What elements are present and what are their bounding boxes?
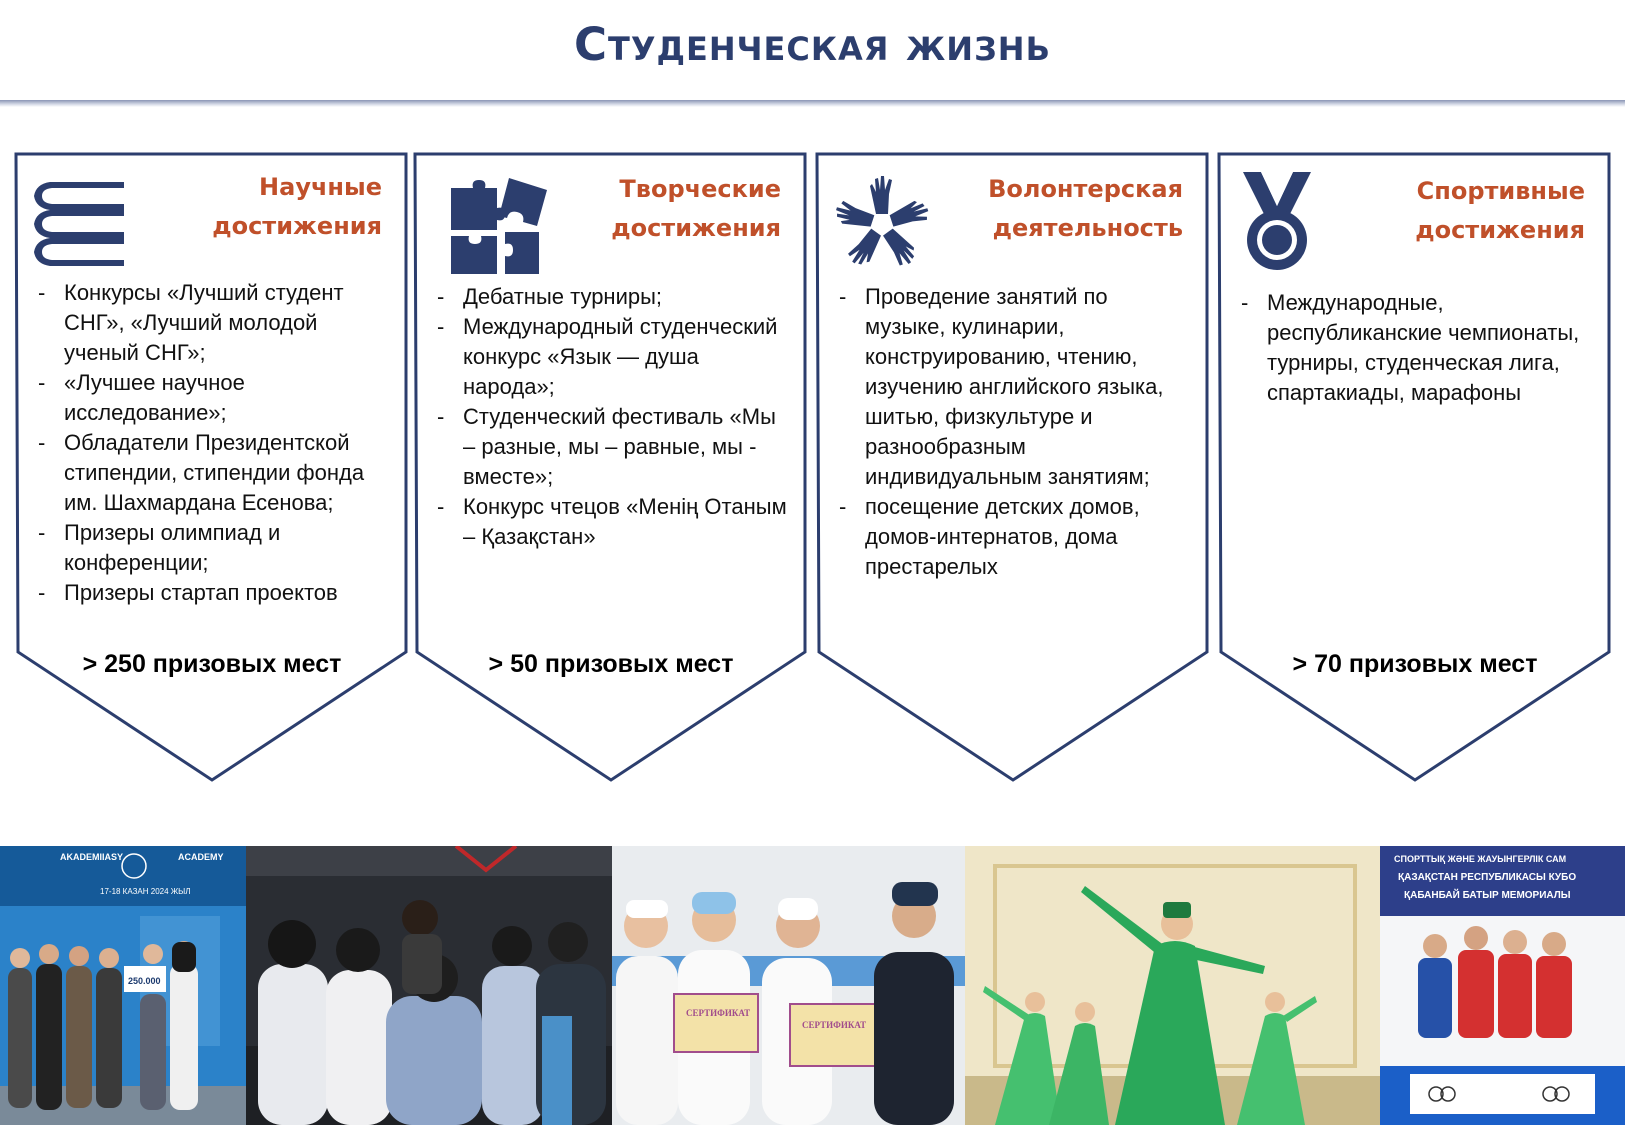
- page-title: Студенческая жизнь: [574, 18, 1051, 71]
- photo-science-forum: [0, 846, 246, 1125]
- list-item: - Обладатели Президентской стипендии, стипендии фонда им. Шахмардана Есенова;: [36, 428, 392, 518]
- heading-line: деятельность: [992, 214, 1183, 242]
- panel-volunteer: [815, 152, 1211, 784]
- banner-text: AKADEMIIASY: [60, 852, 124, 862]
- achievement-list: [1239, 288, 1595, 408]
- photo-strip: [0, 846, 1625, 1125]
- heading-line: Спортивные: [1416, 177, 1585, 205]
- banner-line: СПОРТТЫҚ ЖӘНЕ ЖАУЫНГЕРЛІК САМ: [1394, 854, 1567, 864]
- panel-heading: [212, 168, 382, 246]
- panel-heading: [611, 170, 781, 248]
- dance-performance-image: [965, 846, 1380, 1125]
- panel-heading: [1415, 172, 1585, 250]
- list-item: - «Лучшее научное исследование»;: [36, 368, 392, 428]
- list-item: - Конкурсы «Лучший студент СНГ», «Лучший молодой ученый СНГ»;: [36, 278, 392, 368]
- list-item: - посещение детских домов, домов-интернатов, дома престарелых: [837, 492, 1193, 582]
- certificate-title: СЕРТИФИКАТ: [686, 1008, 751, 1018]
- panel-creative: [413, 152, 809, 784]
- heading-line: Творческие: [619, 175, 781, 203]
- sports-awards-image: [1380, 846, 1625, 1125]
- list-item: - Призеры олимпиад и конференции;: [36, 518, 392, 578]
- books-icon: [26, 174, 136, 274]
- list-item: - Проведение занятий по музыке, кулинарии, конструированию, чтению, изучению английского языка, шитью, физкультуре и разнообразным индивидуальным занятиям;: [837, 282, 1193, 492]
- banner-line: ҚАЗАҚСТАН РЕСПУБЛИКАСЫ КУБО: [1398, 872, 1577, 883]
- heading-line: достижения: [1415, 216, 1585, 244]
- medal-icon: [1221, 170, 1331, 270]
- photo-cooking-class: [612, 846, 965, 1125]
- science-forum-image: [0, 846, 246, 1125]
- panel-sports: [1217, 152, 1613, 784]
- heading-line: Волонтерская: [988, 175, 1183, 203]
- panel-heading: [988, 170, 1183, 248]
- photo-students-event: [246, 846, 612, 1125]
- title-divider: [0, 100, 1625, 107]
- banner-text-2: ACADEMY: [178, 852, 224, 862]
- sign-amount: 250.000: [128, 976, 161, 986]
- list-item: - Конкурс чтецов «Менің Отаным – Қазақстан»: [435, 492, 791, 552]
- achievement-list: [36, 278, 392, 608]
- cooking-class-image: [612, 846, 965, 1125]
- heading-line: достижения: [212, 212, 382, 240]
- list-item: - Дебатные турниры;: [435, 282, 791, 312]
- photo-dance-performance: [965, 846, 1380, 1125]
- list-item: - Международный студенческий конкурс «Язык — душа народа»;: [435, 312, 791, 402]
- certificate-title: СЕРТИФИКАТ: [802, 1020, 867, 1030]
- photo-sports-awards: [1380, 846, 1625, 1125]
- prize-count: > 250 призовых мест: [82, 650, 342, 678]
- prize-count: > 50 призовых мест: [488, 650, 734, 678]
- list-item: - Призеры стартап проектов: [36, 578, 392, 608]
- puzzle-icon: [443, 174, 553, 274]
- students-event-image: [246, 846, 612, 1125]
- heading-line: Научные: [259, 173, 382, 201]
- hands-circle-icon: [827, 174, 937, 274]
- heading-line: достижения: [611, 214, 781, 242]
- list-item: - Студенческий фестиваль «Мы – разные, мы – равные, мы - вместе»;: [435, 402, 791, 492]
- prize-count: > 70 призовых мест: [1292, 650, 1538, 678]
- list-item: - Международные, республиканские чемпионаты, турниры, студенческая лига, спартакиады, марафоны: [1239, 288, 1595, 408]
- achievement-list: [435, 282, 791, 552]
- event-date: 17-18 КАЗАН 2024 ЖЫЛ: [100, 887, 191, 896]
- achievement-list: [837, 282, 1193, 582]
- panel-science: [14, 152, 410, 784]
- banner-line: ҚАБАНБАЙ БАТЫР МЕМОРИАЛЫ: [1404, 890, 1571, 901]
